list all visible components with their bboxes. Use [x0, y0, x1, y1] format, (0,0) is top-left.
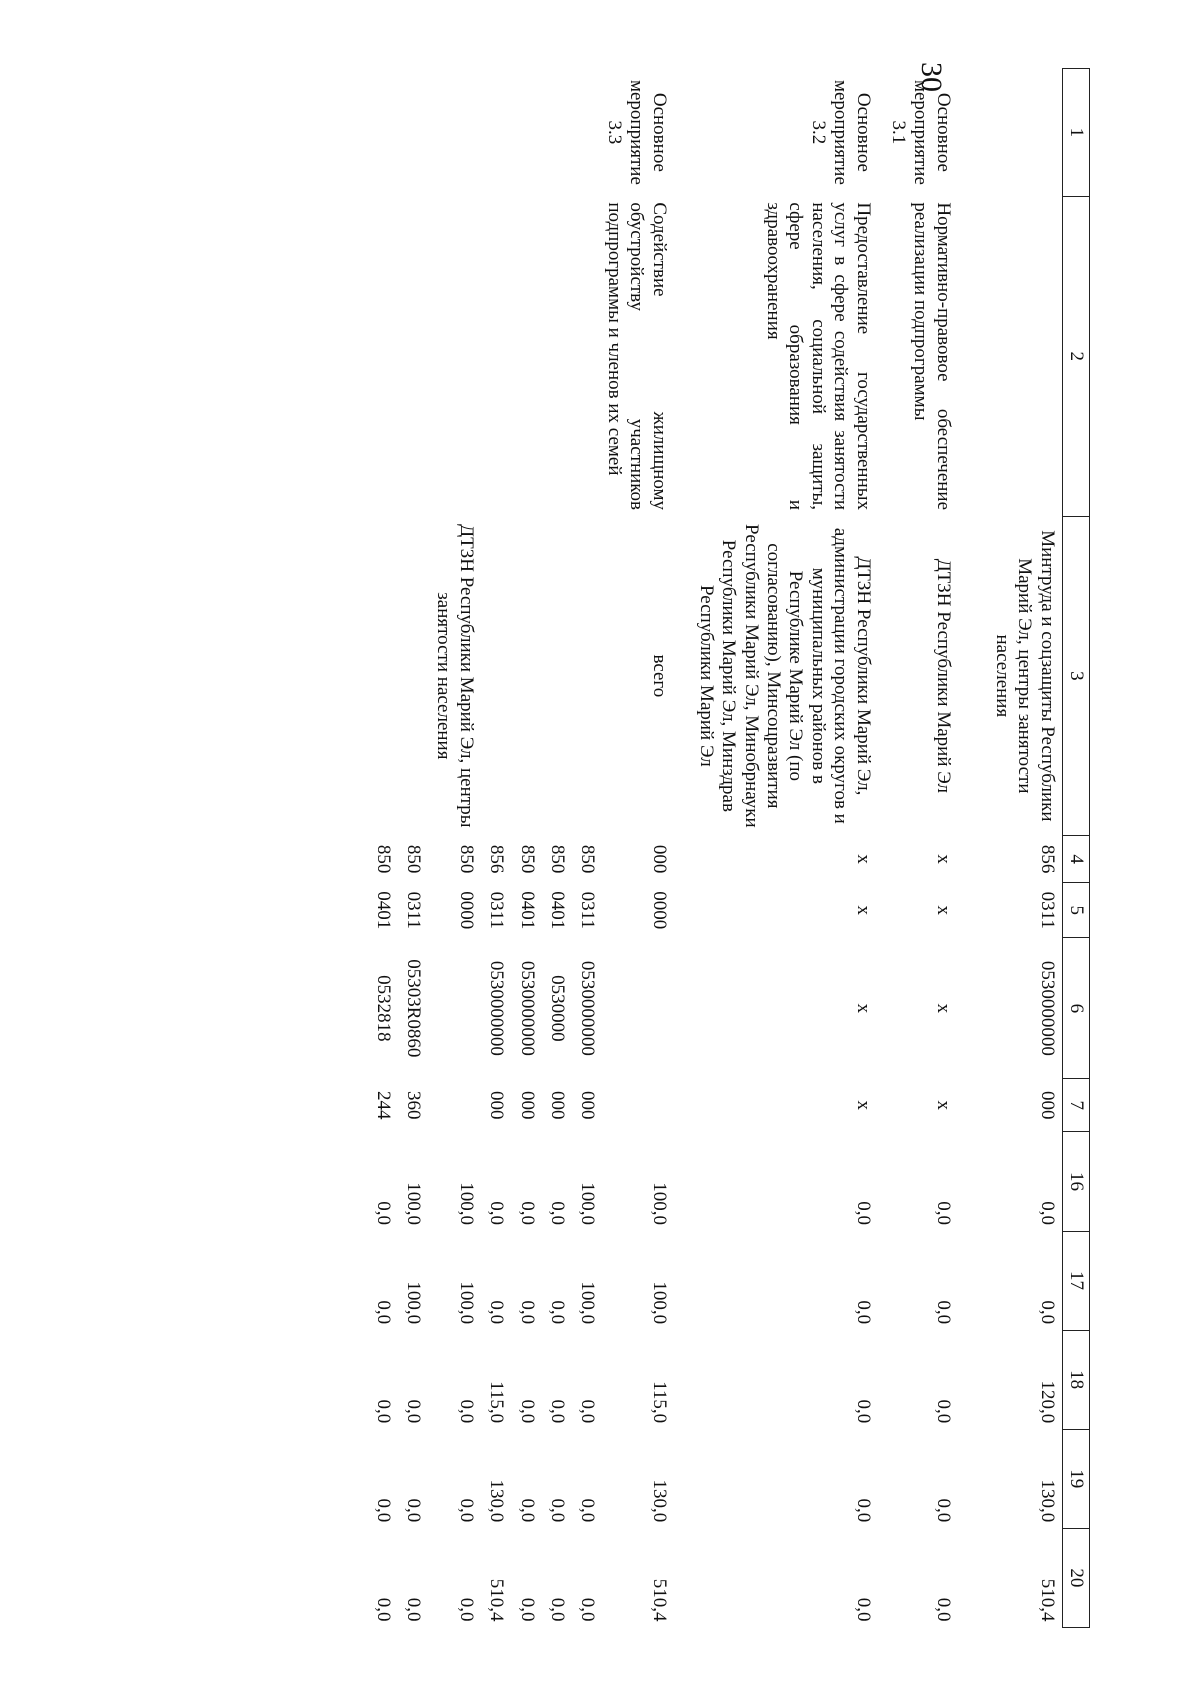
amount-col18-cell: 115,0 — [648, 1381, 670, 1424]
expense-type-code-cell: 000 — [577, 1091, 599, 1120]
amount-col17-cell: 0,0 — [546, 1300, 568, 1325]
amount-col17-cell: 100,0 — [577, 1281, 599, 1325]
section-code-cell: 0401 — [372, 891, 394, 930]
section-code-cell: 0401 — [546, 891, 568, 930]
amount-col18-cell: 0,0 — [455, 1399, 477, 1424]
amount-col16-cell: 0,0 — [516, 1201, 538, 1225]
section-code-cell: 0401 — [516, 891, 538, 930]
expense-type-code-cell: 000 — [546, 1091, 568, 1120]
amount-col17-cell: 0,0 — [1036, 1300, 1058, 1325]
column-number-header: 3 — [1062, 516, 1089, 836]
target-article-code-cell: 0530000 — [546, 975, 568, 1042]
expense-type-code-cell: x — [852, 1100, 874, 1111]
column-number-header-row — [1062, 69, 1089, 1628]
amount-col17-cell: 100,0 — [648, 1281, 670, 1325]
amount-col16-cell: 100,0 — [455, 1182, 477, 1225]
table-row — [394, 69, 424, 1628]
amount-col16-cell: 0,0 — [372, 1201, 394, 1225]
measure-description-cell — [477, 196, 507, 516]
target-article-code-cell: 0530000000 — [486, 960, 508, 1056]
column-number-header: 1 — [1062, 69, 1089, 197]
responsible-executor-cell: ДТЗН Республики Марий Эл — [932, 558, 954, 794]
amount-col18-cell: 0,0 — [546, 1399, 568, 1424]
amount-col19-cell: 0,0 — [372, 1498, 394, 1523]
table-row — [538, 69, 568, 1628]
grbs-code-cell: 850 — [372, 844, 394, 874]
measure-name-cell — [424, 69, 477, 197]
column-number-header: 7 — [1062, 1079, 1089, 1132]
expense-type-code-cell — [424, 1079, 477, 1132]
measure-description-cell — [507, 196, 537, 516]
budget-table — [363, 68, 1090, 1628]
measure-name-cell — [538, 69, 568, 197]
responsible-executor-cell — [538, 516, 568, 836]
responsible-executor-cell — [477, 516, 507, 836]
target-article-code-cell — [424, 938, 477, 1079]
amount-col19-cell: 130,0 — [648, 1479, 670, 1523]
section-code-cell: 0000 — [648, 891, 670, 930]
grbs-code-cell: x — [852, 854, 874, 864]
table-row — [507, 69, 537, 1628]
measure-name-cell — [507, 69, 537, 197]
measure-name-cell: Основное мероприятие 3.2 — [807, 79, 874, 185]
table-row — [424, 69, 477, 1628]
target-article-code-cell: x — [852, 1003, 874, 1014]
column-number-header: 17 — [1062, 1231, 1089, 1330]
expense-type-code-cell: 000 — [516, 1091, 538, 1120]
amount-col16-cell: 100,0 — [648, 1182, 670, 1225]
measure-description-cell: Содействие жилищному обустройству участников подпрограммы и членов их семей — [603, 202, 670, 511]
measure-name-cell — [477, 69, 507, 197]
table-row — [958, 69, 1063, 1628]
section-code-cell: x — [852, 905, 874, 916]
amount-col17-cell: 0,0 — [372, 1300, 394, 1325]
grbs-code-cell: x — [932, 854, 954, 864]
amount-col19-cell: 0,0 — [932, 1498, 954, 1523]
amount-col18-cell: 120,0 — [1036, 1380, 1058, 1424]
amount-col16-cell: 100,0 — [577, 1182, 599, 1225]
responsible-executor-cell — [394, 516, 424, 836]
grbs-code-cell: 850 — [546, 844, 568, 874]
section-code-cell: 0311 — [1036, 891, 1058, 929]
column-number-header: 16 — [1062, 1132, 1089, 1231]
amount-col18-cell: 0,0 — [852, 1399, 874, 1424]
responsible-executor-cell: ДТЗН Республики Марий Эл, центры занятости населения — [433, 524, 477, 828]
column-number-header: 2 — [1062, 196, 1089, 516]
measure-description-cell — [363, 196, 393, 516]
target-article-code-cell: 0530000000 — [577, 960, 599, 1056]
section-code-cell: 0000 — [455, 891, 477, 930]
grbs-code-cell: 850 — [402, 844, 424, 874]
target-article-code-cell — [598, 938, 673, 1079]
amount-col20-cell: 0,0 — [932, 1597, 954, 1622]
amount-col18-cell: 0,0 — [372, 1399, 394, 1424]
column-number-header: 18 — [1062, 1330, 1089, 1429]
amount-col20-cell: 0,0 — [372, 1597, 394, 1622]
target-article-code-cell: 0532818 — [372, 975, 394, 1042]
amount-col19-cell: 0,0 — [546, 1498, 568, 1523]
target-article-code-cell: 0530000000 — [1036, 960, 1058, 1056]
amount-col19-cell: 0,0 — [455, 1498, 477, 1523]
target-article-code-cell: 0530000000 — [516, 960, 538, 1056]
target-article-code-cell: x — [932, 1003, 954, 1014]
table-row — [674, 69, 878, 1628]
measure-description-cell — [568, 196, 598, 516]
amount-col20-cell: 0,0 — [516, 1597, 538, 1622]
amount-col20-cell: 0,0 — [577, 1597, 599, 1622]
expense-type-code-cell — [598, 1079, 673, 1132]
measure-description-cell — [394, 196, 424, 516]
amount-col16-cell: 0,0 — [546, 1201, 568, 1225]
amount-col16-cell: 0,0 — [852, 1201, 874, 1225]
grbs-code-cell: 850 — [455, 844, 477, 874]
measure-name-cell — [568, 69, 598, 197]
amount-col16-cell: 0,0 — [486, 1201, 508, 1225]
responsible-executor-cell — [363, 516, 393, 836]
grbs-code-cell: 856 — [1036, 844, 1058, 874]
expense-type-code-cell: x — [932, 1100, 954, 1111]
measure-name-cell — [394, 69, 424, 197]
measure-name-cell: Основное мероприятие 3.3 — [603, 79, 670, 185]
amount-col20-cell: 510,4 — [648, 1578, 670, 1622]
grbs-code-cell: 856 — [486, 844, 508, 874]
amount-col20-cell: 0,0 — [455, 1597, 477, 1622]
rotated-table-sheet — [190, 68, 1090, 1628]
amount-col16-cell: 0,0 — [932, 1201, 954, 1225]
amount-col17-cell: 0,0 — [486, 1300, 508, 1325]
table-row — [598, 69, 673, 1628]
amount-col19-cell: 0,0 — [852, 1498, 874, 1523]
measure-description-cell: Предоставление государственных услуг в сфере содействия занятости населения, социальной защиты, сфере образования и здравоохранения — [762, 202, 874, 511]
expense-type-code-cell: 244 — [372, 1091, 394, 1120]
section-code-cell: 0311 — [577, 891, 599, 929]
amount-col18-cell: 115,0 — [486, 1381, 508, 1424]
responsible-executor-cell — [507, 516, 537, 836]
table-row — [878, 69, 958, 1628]
expense-type-code-cell: 000 — [486, 1091, 508, 1120]
amount-col18-cell: 0,0 — [577, 1399, 599, 1424]
amount-col17-cell: 0,0 — [516, 1300, 538, 1325]
amount-col18-cell: 0,0 — [402, 1399, 424, 1424]
amount-col17-cell: 100,0 — [402, 1281, 424, 1325]
column-number-header: 5 — [1062, 883, 1089, 938]
amount-col16-cell: 0,0 — [1036, 1201, 1058, 1225]
amount-col17-cell: 0,0 — [852, 1300, 874, 1325]
amount-col20-cell: 510,4 — [1036, 1578, 1058, 1622]
expense-type-code-cell: 000 — [1036, 1091, 1058, 1120]
table-row — [477, 69, 507, 1628]
expense-type-code-cell: 360 — [402, 1091, 424, 1120]
grbs-code-cell: 850 — [577, 844, 599, 874]
amount-col17-cell: 0,0 — [932, 1300, 954, 1325]
amount-col19-cell: 0,0 — [577, 1498, 599, 1523]
grbs-code-cell: 000 — [648, 844, 670, 874]
amount-col16-cell: 100,0 — [402, 1182, 424, 1225]
amount-col18-cell: 0,0 — [932, 1399, 954, 1424]
responsible-executor-cell: ДТЗН Республики Марий Эл, администрации городских округов и муниципальных районов в Республике Марий Эл (по согласованию), Минсоцразвития Республики Марий Эл, Минобрнауки Республики Марий Эл, Минздрав Республики Марий Эл — [695, 524, 874, 828]
amount-col17-cell: 100,0 — [455, 1281, 477, 1325]
amount-col20-cell: 0,0 — [852, 1597, 874, 1622]
column-number-header: 20 — [1062, 1528, 1089, 1627]
column-number-header: 4 — [1062, 836, 1089, 883]
measure-description-cell — [538, 196, 568, 516]
column-number-header: 6 — [1062, 938, 1089, 1079]
amount-col20-cell: 0,0 — [402, 1597, 424, 1622]
measure-name-cell — [958, 69, 1063, 197]
table-row — [568, 69, 598, 1628]
amount-col19-cell: 0,0 — [516, 1498, 538, 1523]
section-code-cell: 0311 — [486, 891, 508, 929]
amount-col19-cell: 130,0 — [1036, 1479, 1058, 1523]
column-number-header: 19 — [1062, 1429, 1089, 1528]
amount-col19-cell: 0,0 — [402, 1498, 424, 1523]
amount-col19-cell: 130,0 — [486, 1479, 508, 1523]
page-number: 30 — [915, 62, 948, 92]
section-code-cell: x — [932, 905, 954, 916]
measure-name-cell: Основное мероприятие 3.1 — [887, 79, 954, 185]
responsible-executor-cell: всего — [648, 654, 670, 698]
table-row — [363, 69, 393, 1628]
measure-description-cell: Нормативно-правовое обеспечение реализации подпрограммы — [910, 202, 954, 511]
amount-col18-cell: 0,0 — [516, 1399, 538, 1424]
section-code-cell: 0311 — [402, 891, 424, 929]
measure-description-cell — [958, 196, 1063, 516]
measure-name-cell — [363, 69, 393, 197]
amount-col20-cell: 0,0 — [546, 1597, 568, 1622]
responsible-executor-cell: Минтруда и соцзащиты Республики Марий Эл, центры занятости населения — [991, 530, 1058, 822]
target-article-code-cell: 05303R0860 — [402, 959, 424, 1058]
responsible-executor-cell — [568, 516, 598, 836]
grbs-code-cell: 850 — [516, 844, 538, 874]
measure-description-cell — [424, 196, 477, 516]
amount-col20-cell: 510,4 — [486, 1578, 508, 1622]
